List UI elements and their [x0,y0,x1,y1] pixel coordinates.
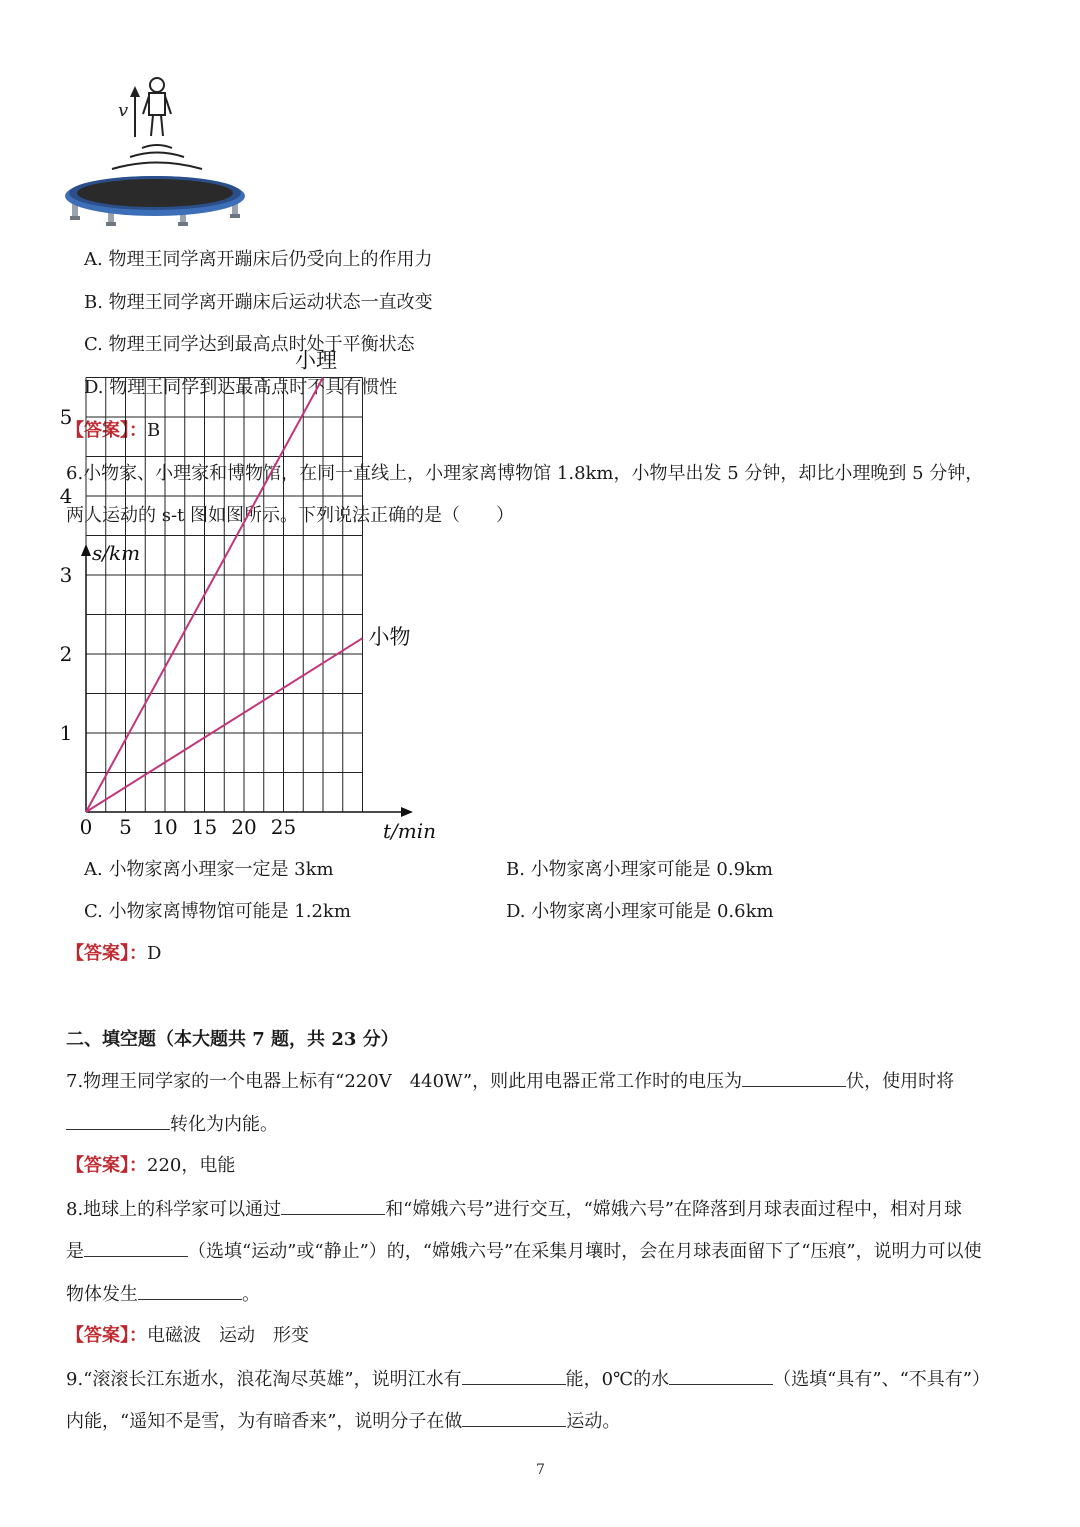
answer-tag: 【答案】： [66,1155,147,1176]
q6-stem-line1: 6.小物家、小理家和博物馆，在同一直线上，小理家离博物馆 1.8km，小物早出发 5 分钟，却比小理晚到 5 分钟， [66,463,984,484]
x-tick-label: 5 [119,815,132,839]
answer-value: 220，电能 [147,1155,236,1176]
answer-tag: 【答案】： [66,943,147,964]
trampoline-figure [60,72,260,232]
section-heading: 二、填空题（本大题共 7 题，共 23 分） [66,1029,399,1050]
q7-text: 伏，使用时将 [846,1071,955,1092]
q5-option-a: A. 物理王同学离开蹦床后仍受向上的作用力 [84,249,433,270]
x-tick-label: 0 [79,815,93,839]
q8-text: 8.地球上的科学家可以通过 [66,1199,282,1220]
blank[interactable] [462,1366,566,1385]
answer-tag: 【答案】： [66,1325,147,1346]
q7-text: 转化为内能。 [170,1114,278,1135]
y-tick-label: 5 [59,405,73,429]
y-axis-label: s/km [92,541,141,565]
q6-stem-line2: 两人运动的 s-t 图如图所示。下列说法正确的是（ ） [66,505,514,526]
q8-line2 [66,1238,982,1265]
q6-option-b: B. 小物家离小理家可能是 0.9km [506,859,773,880]
q9-text: 内能，“遥知不是雪，为有暗香来”，说明分子在做 [66,1411,463,1432]
q7-line1 [66,1068,954,1095]
blank[interactable] [66,1111,170,1130]
y-tick-label: 3 [59,563,73,587]
q8-text: 是 [66,1241,84,1262]
blank[interactable] [742,1068,846,1087]
q6-option-d: D. 小物家离小理家可能是 0.6km [506,901,774,922]
q9-text: 能，0℃的水 [565,1369,670,1390]
q5-answer [66,418,160,444]
q8-text: 物体发生 [66,1284,138,1305]
blank[interactable] [462,1408,566,1427]
answer-value: 电磁波 运动 形变 [147,1325,309,1346]
q8-text: 。 [242,1284,260,1305]
page-number: 7 [536,1462,545,1478]
y-tick-label: 1 [59,721,73,745]
answer-value: B [147,420,161,441]
blank[interactable] [138,1281,242,1300]
q9-text: （选填“具有”、“不具有”） [773,1369,990,1390]
series-label: 小理 [295,348,337,373]
q7-answer [66,1153,235,1179]
x-axis-arrow [401,807,413,817]
q9-line2 [66,1408,620,1435]
q5-option-b: B. 物理王同学离开蹦床后运动状态一直改变 [84,292,433,313]
y-tick-label: 2 [59,642,73,666]
x-tick-label: 10 [152,815,178,839]
x-axis-label: t/min [383,819,437,843]
q7-line2 [66,1111,278,1138]
q8-text: 和“嫦娥六号”进行交互，“嫦娥六号”在降落到月球表面过程中，相对月球 [385,1199,962,1220]
q8-line1 [66,1196,962,1223]
blank[interactable] [84,1238,188,1257]
q9-line1 [66,1366,990,1393]
q6-option-c: C. 小物家离博物馆可能是 1.2km [84,901,351,922]
q9-text: 9.“滚滚长江东逝水，浪花淘尽英雄”，说明江水有 [66,1369,462,1390]
answer-value: D [147,943,162,964]
x-tick-label: 20 [231,815,257,839]
q9-text: 运动。 [566,1411,621,1432]
x-tick-label: 15 [191,815,218,839]
blank[interactable] [281,1196,385,1215]
x-tick-label: 25 [270,815,297,839]
y-axis-arrow [81,544,91,556]
q6-option-a: A. 小物家离小理家一定是 3km [84,859,334,880]
q7-text: 7.物理王同学家的一个电器上标有“220V 440W”，则此用电器正常工作时的电压为 [66,1071,743,1092]
velocity-label: v [118,100,129,121]
series-label: 小物 [368,625,411,650]
q6-answer [66,941,161,967]
q8-line3 [66,1281,260,1308]
blank[interactable] [669,1366,773,1385]
q8-answer [66,1323,309,1349]
q8-text: （选填“运动”或“静止”）的，“嫦娥六号”在采集月壤时，会在月球表面留下了“压痕”，说明力可以使 [188,1241,982,1262]
y-tick-label: 4 [59,484,73,508]
answer-tag: 【答案】： [66,420,147,441]
q5-option-d: D. 物理王同学到达最高点时不具有惯性 [84,377,398,398]
q5-option-c: C. 物理王同学达到最高点时处于平衡状态 [84,334,415,355]
